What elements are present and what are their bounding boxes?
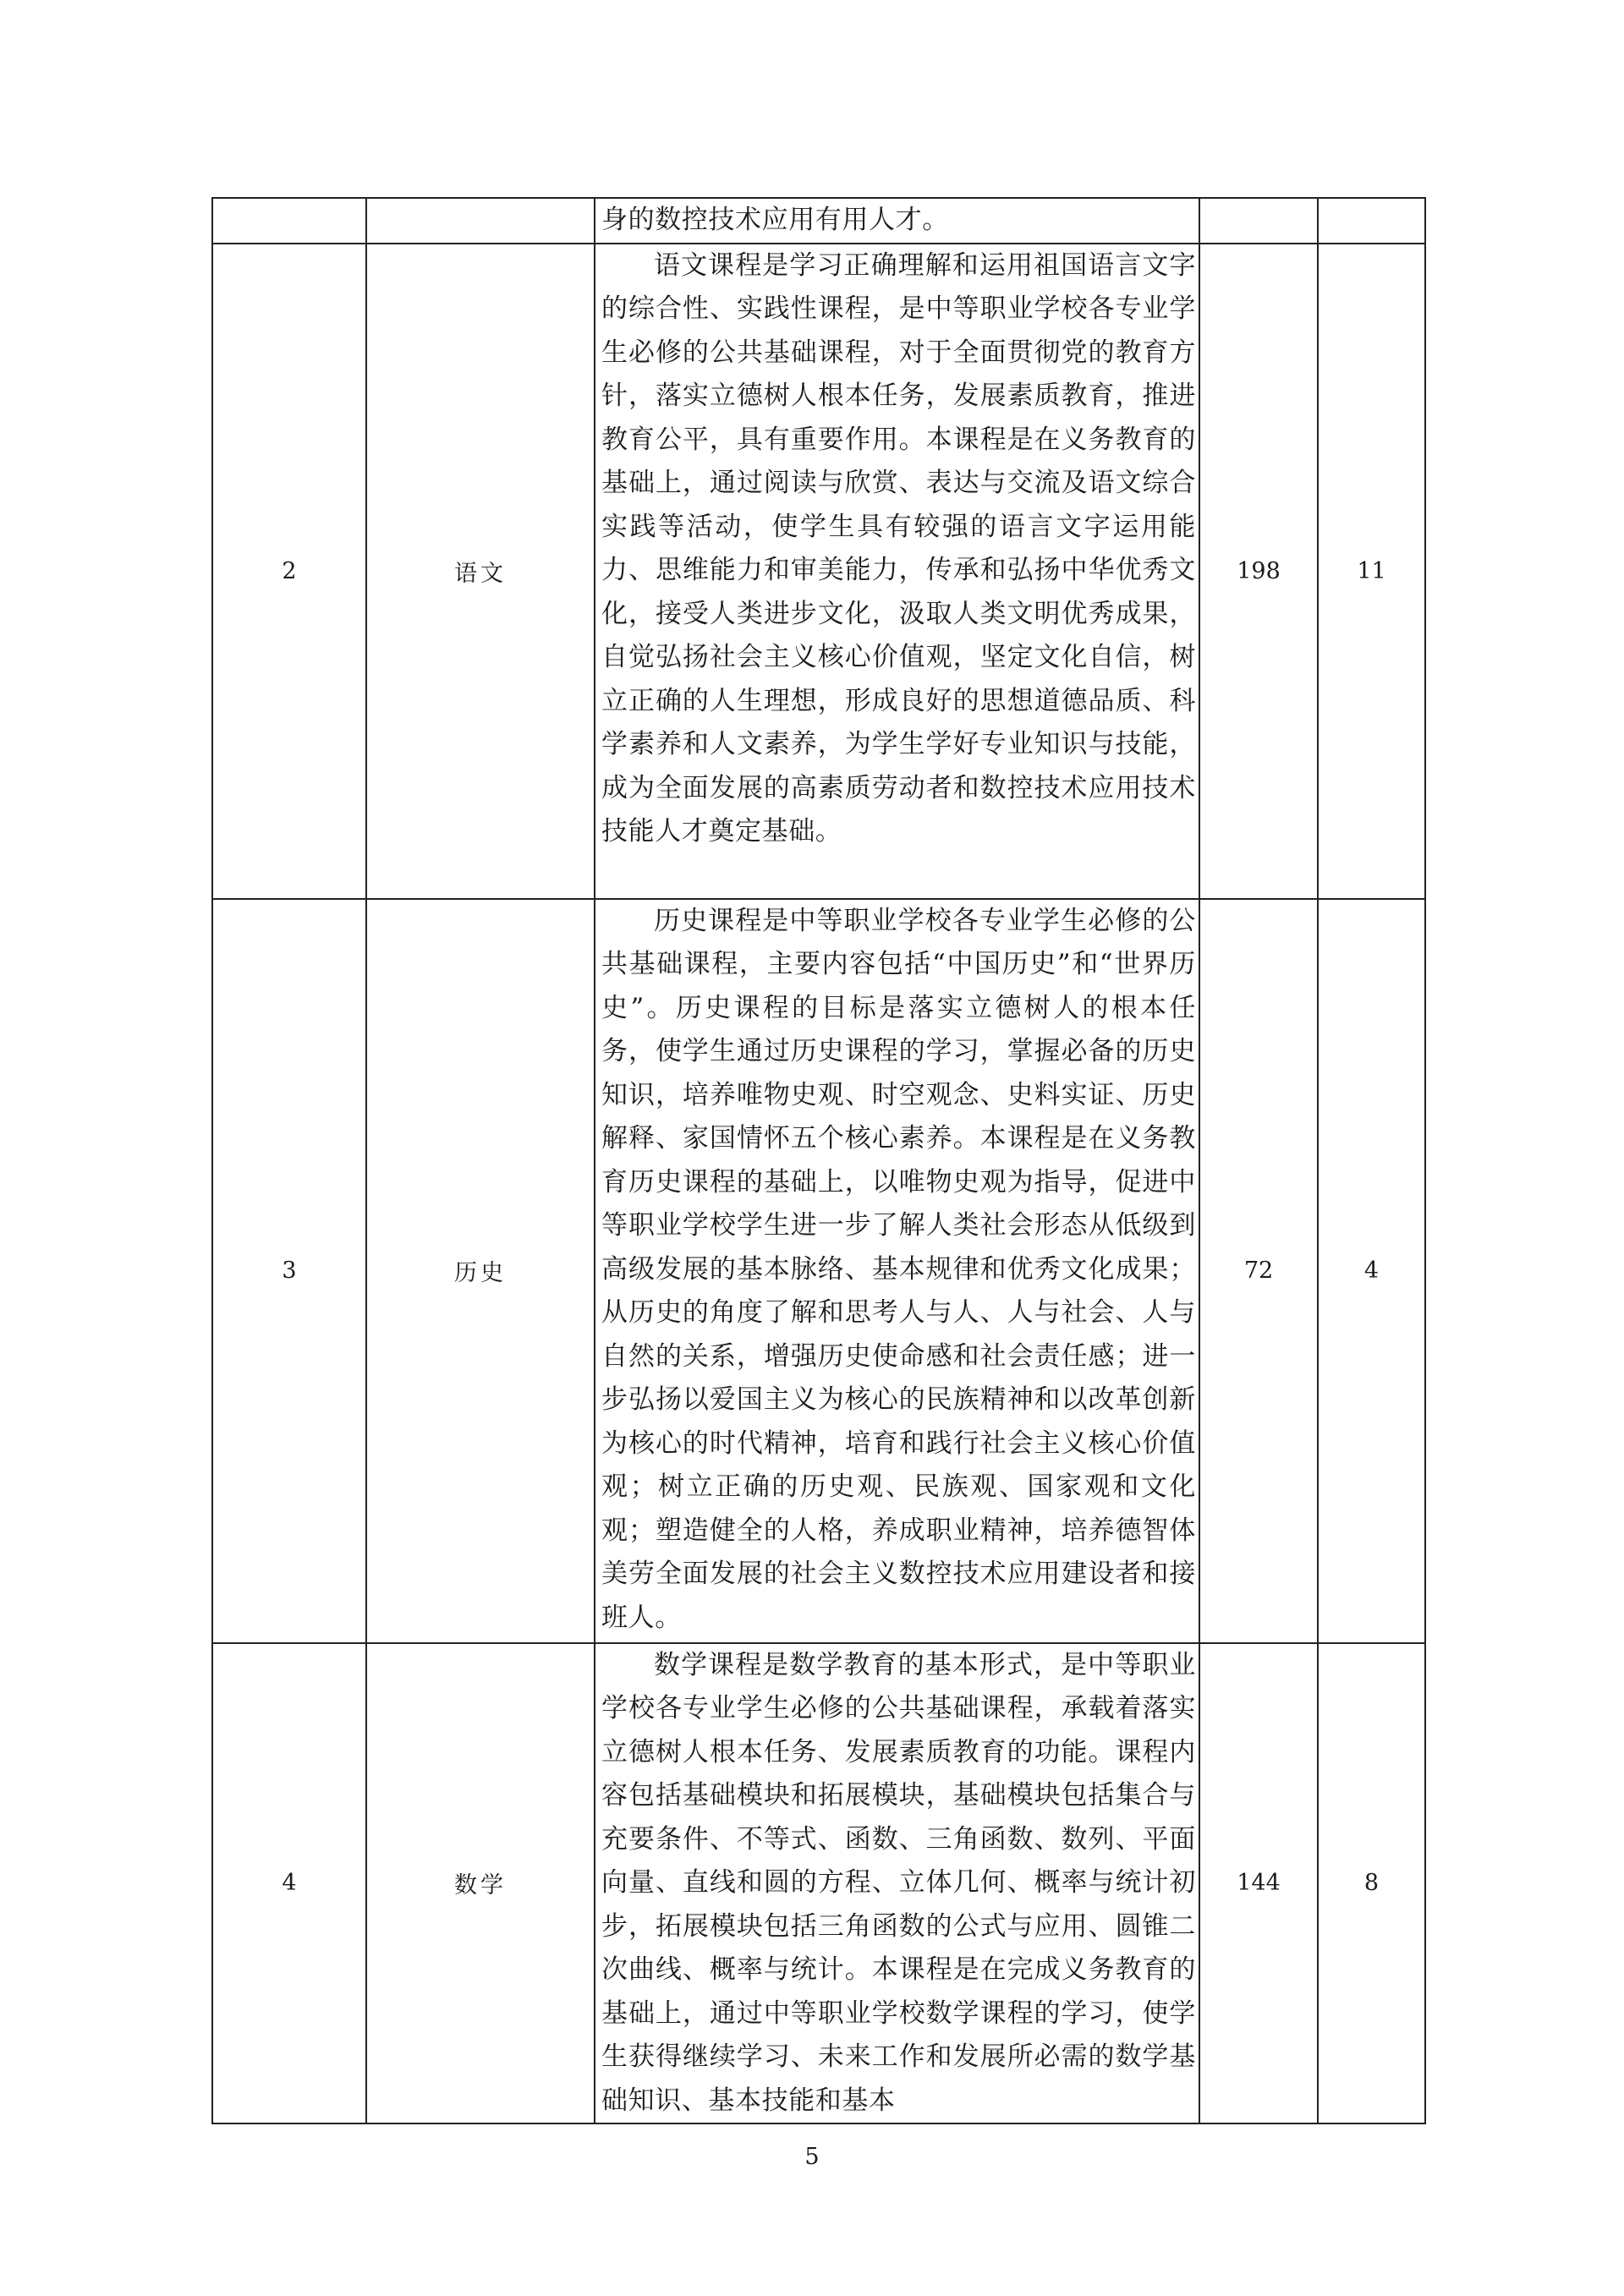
course-description-text: 历史课程是中等职业学校各专业学生必修的公共基础课程，主要内容包括“中国历史”和“世界历史”。历史课程的目标是落实立德树人的根本任务，使学生通过历史课程的学习，掌握必备的历史知识，培养唯物史观、时空观念、史料实证、历史解释、家国情怀五个核心素养。本课程是在义务教育历史课程的基础上，以唯物史观为指导，促进中等职业学校学生进一步了解人类社会形态从低级到高级发展的基本脉络、基本规律和优秀文化成果；从历史的角度了解和思考人与人、人与社会、人与自然的关系，增强历史使命感和社会责任感；进一步弘扬以爱国主义为核心的民族精神和以改革创新为核心的时代精神，培育和践行社会主义核心价值观；树立正确的历史观、民族观、国家观和文化观；塑造健全的人格，养成职业精神，培养德智体美劳全面发展的社会主义数控技术应用建设者和接班人。 — [601, 905, 1196, 1633]
course-description-text: 数学课程是数学教育的基本形式，是中等职业学校各专业学生必修的公共基础课程，承载着落实立德树人根本任务、发展素质教育的功能。课程内容包括基础模块和拓展模块，基础模块包括集合与充要条件、不等式、函数、三角函数、数列、平面向量、直线和圆的方程、立体几何、概率与统计初步，拓展模块包括三角函数的公式与应用、圆锥二次曲线、概率与统计。本课程是在完成义务教育的基础上，通过中等职业学校数学课程的学习，使学生获得继续学习、未来工作和发展所必需的数学基础知识、基本技能和基本 — [601, 1649, 1196, 2116]
table-row — [212, 244, 1425, 899]
course-description — [595, 1643, 1199, 2124]
course-number: 3 — [212, 899, 366, 1643]
course-number — [212, 198, 366, 244]
course-hours: 198 — [1199, 244, 1318, 899]
course-hours: 72 — [1199, 899, 1318, 1643]
course-name: 历史 — [366, 899, 595, 1643]
course-hours: 144 — [1199, 1643, 1318, 2124]
course-number: 2 — [212, 244, 366, 899]
course-name — [366, 198, 595, 244]
course-credits: 4 — [1318, 899, 1425, 1643]
course-table — [211, 197, 1426, 2124]
course-name: 数学 — [366, 1643, 595, 2124]
table-row — [212, 899, 1425, 1643]
course-description — [595, 244, 1199, 899]
course-credits: 8 — [1318, 1643, 1425, 2124]
course-hours — [1199, 198, 1318, 244]
course-number: 4 — [212, 1643, 366, 2124]
page-number: 5 — [804, 2144, 820, 2170]
course-credits — [1318, 198, 1425, 244]
table-row — [212, 1643, 1425, 2124]
table-row — [212, 198, 1425, 244]
course-description — [595, 198, 1199, 244]
course-credits: 11 — [1318, 244, 1425, 899]
course-description — [595, 899, 1199, 1643]
course-name: 语文 — [366, 244, 595, 899]
course-description-text: 语文课程是学习正确理解和运用祖国语言文字的综合性、实践性课程，是中等职业学校各专业学生必修的公共基础课程，对于全面贯彻党的教育方针，落实立德树人根本任务，发展素质教育，推进教育公平，具有重要作用。本课程是在义务教育的基础上，通过阅读与欣赏、表达与交流及语文综合实践等活动，使学生具有较强的语言文字运用能力、思维能力和审美能力，传承和弘扬中华优秀文化，接受人类进步文化，汲取人类文明优秀成果，自觉弘扬社会主义核心价值观，坚定文化自信，树立正确的人生理想，形成良好的思想道德品质、科学素养和人文素养，为学生学好专业知识与技能，成为全面发展的高素质劳动者和数控技术应用技术技能人才奠定基础。 — [601, 249, 1196, 847]
course-description-text: 身的数控技术应用有用人才。 — [601, 205, 949, 235]
